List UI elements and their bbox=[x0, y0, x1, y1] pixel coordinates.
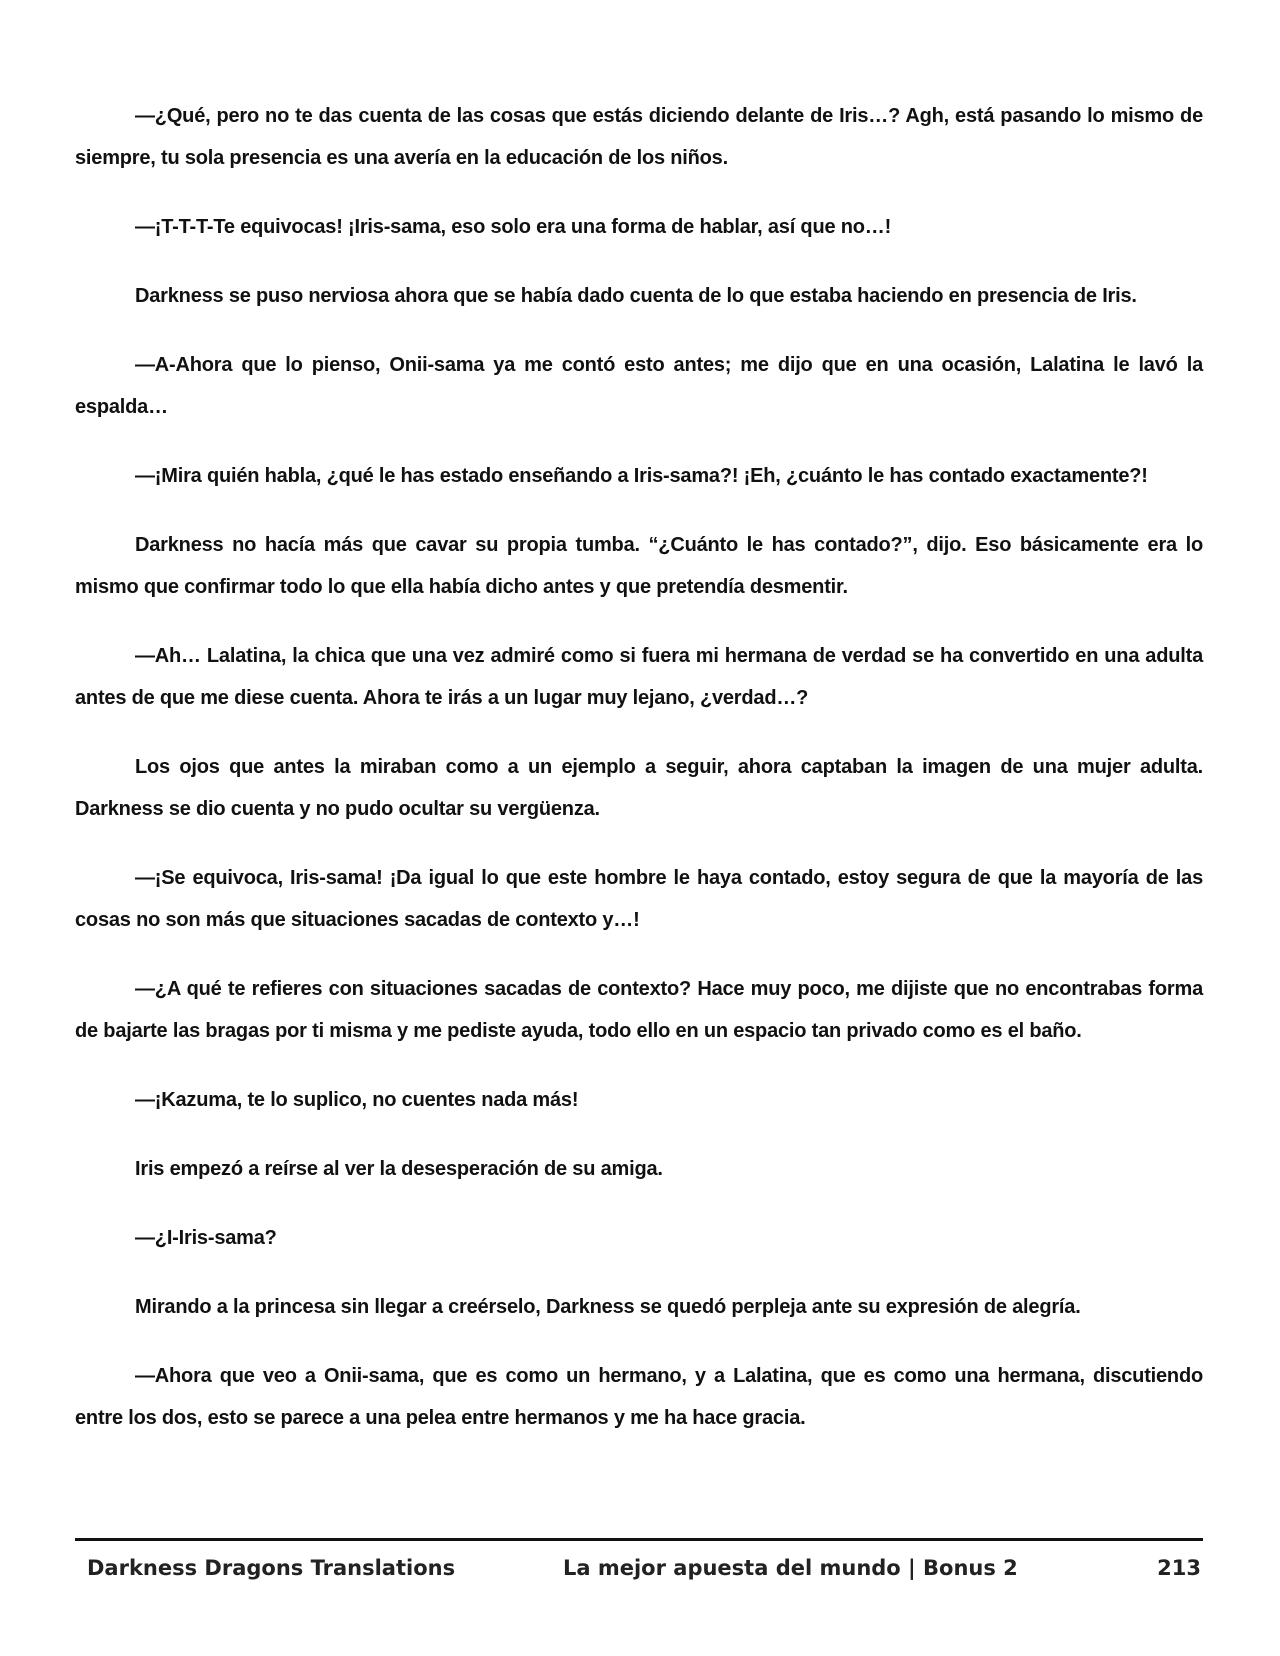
paragraph: Darkness se puso nerviosa ahora que se había dado cuenta de lo que estaba haciendo en presencia de Iris. bbox=[135, 285, 1137, 307]
paragraph: —¡Mira quién habla, ¿qué le has estado enseñando a Iris-sama?! ¡Eh, ¿cuánto le has contado exactamente?! bbox=[135, 465, 1148, 487]
paragraph: —A-Ahora que lo pienso, Onii-sama ya me contó esto antes; me dijo que en una ocasión, Lalatina le lavó la espalda… bbox=[75, 354, 1203, 418]
footer-divider bbox=[75, 1538, 1203, 1541]
paragraph: —Ahora que veo a Onii-sama, que es como un hermano, y a Lalatina, que es como una hermana, discutiendo entre los dos, esto se parece a una pelea entre hermanos y me ha hace gracia. bbox=[75, 1365, 1203, 1429]
paragraph: Mirando a la princesa sin llegar a creérselo, Darkness se quedó perpleja ante su expresión de alegría. bbox=[135, 1296, 1081, 1318]
footer-book-title: La mejor apuesta del mundo | Bonus 2 bbox=[563, 1556, 1018, 1580]
paragraph: —¿A qué te refieres con situaciones sacadas de contexto? Hace muy poco, me dijiste que no encontrabas forma de bajarte las bragas por ti misma y me pediste ayuda, todo ello en un espacio tan privado como es el baño. bbox=[75, 978, 1203, 1042]
paragraph: —¡Kazuma, te lo suplico, no cuentes nada más! bbox=[135, 1089, 579, 1111]
paragraph: —¿Qué, pero no te das cuenta de las cosas que estás diciendo delante de Iris…? Agh, está pasando lo mismo de siempre, tu sola presencia es una avería en la educación de los niños. bbox=[75, 105, 1203, 169]
page-footer bbox=[75, 1548, 1203, 1588]
footer-group-name: Darkness Dragons Translations bbox=[87, 1556, 456, 1580]
page-number: 213 bbox=[1157, 1556, 1201, 1580]
paragraph: Iris empezó a reírse al ver la desesperación de su amiga. bbox=[135, 1158, 663, 1180]
page-body bbox=[75, 95, 1203, 1466]
paragraph: Darkness no hacía más que cavar su propia tumba. “¿Cuánto le has contado?”, dijo. Eso básicamente era lo mismo que confirmar todo lo que ella había dicho antes y que pretendía desmentir. bbox=[75, 534, 1203, 598]
paragraph: —Ah… Lalatina, la chica que una vez admiré como si fuera mi hermana de verdad se ha convertido en una adulta antes de que me diese cuenta. Ahora te irás a un lugar muy lejano, ¿verdad…? bbox=[75, 645, 1203, 709]
paragraph: Los ojos que antes la miraban como a un ejemplo a seguir, ahora captaban la imagen de una mujer adulta. Darkness se dio cuenta y no pudo ocultar su vergüenza. bbox=[75, 756, 1203, 820]
paragraph: —¿I-Iris-sama? bbox=[135, 1227, 277, 1249]
paragraph: —¡Se equivoca, Iris-sama! ¡Da igual lo que este hombre le haya contado, estoy segura de que la mayoría de las cosas no son más que situaciones sacadas de contexto y…! bbox=[75, 867, 1203, 931]
paragraph: —¡T-T-T-Te equivocas! ¡Iris-sama, eso solo era una forma de hablar, así que no…! bbox=[135, 216, 892, 238]
